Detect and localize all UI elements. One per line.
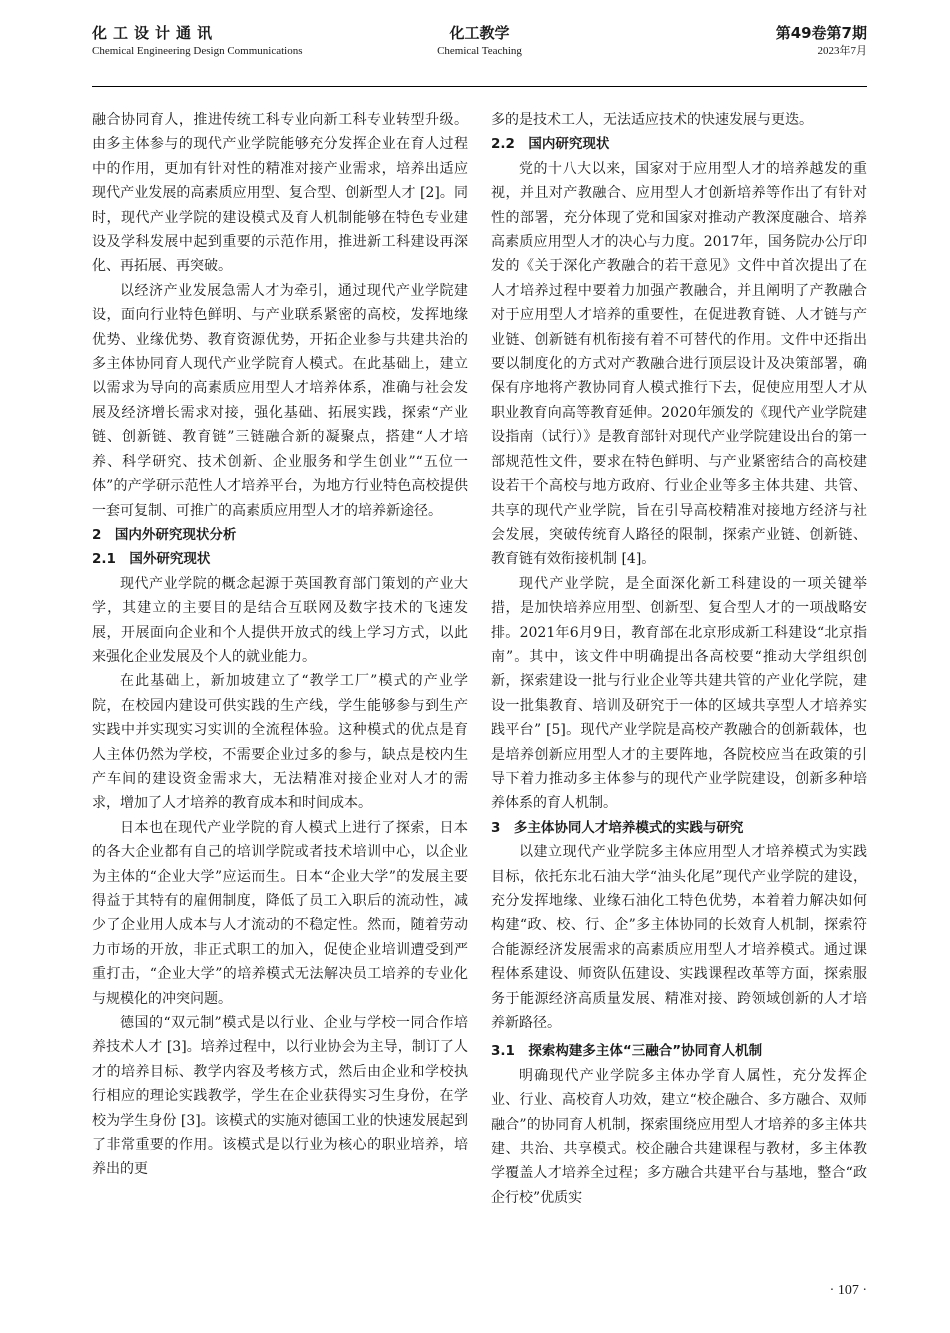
subsection-heading-3-1: 3.1 探索构建多主体“三融合”协同育人机制 <box>491 1043 763 1060</box>
paragraph: 日本也在现代产业学院的育人模式上进行了探索，日本的各大企业都有自己的培训学院或者技术培训中心，以企业为主体的“企业大学”应运而生。日本“企业大学”的发展主要得益于其特有的雇佣制度，降低了员工入职后的流动性，减少了企业用人成本与人才流动的不稳定性。然而，随着劳动力市场的开放，非正式职工的加入，促使企业培训遭受到严重打击，“企业大学”的培养模式无法解决员工培养的专业化与规模化的冲突问题。 <box>92 819 468 1007</box>
section-title-en: Chemical Teaching <box>437 45 522 57</box>
journal-title-en: Chemical Engineering Design Communications <box>92 45 303 57</box>
volume-issue: 第49卷第7期 <box>775 24 867 42</box>
section-heading-3: 3 多主体协同人才培养模式的实践与研究 <box>491 819 744 836</box>
paragraph: 党的十八大以来，国家对于应用型人才的培养越发的重视，并且对产教融合、应用型人才创新培养等作出了有针对性的部署，充分体现了党和国家对推动产教深度融合、培养高素质应用型人才的决心与力度。2017年，国务院办公厅印发的《关于深化产教融合的若干意见》文件中首次提出了在人才培养过程中要着力加强产教融合，并且阐明了产教融合对于应用型人才培养的重要性，在促进教育链、人才链与产业链、创新链有机衔接有着不可替代的作用。文件中还指出要以制度化的方式对产教融合进行顶层设计及决策部署，确保有序地将产教协同育人模式推行下去，促使应用型人才从职业教育向高等教育延伸。2020年颁发的《现代产业学院建设指南（试行）》是教育部针对现代产业学院建设出台的第一部规范性文件，要求在特色鲜明、与产业紧密结合的高校建设若干个高校与地方政府、行业企业等多主体共建、共管、共享的现代产业学院，旨在引导高校精准对接地方经济与社会发展，突破传统育人路径的限制，探索产业链、创新链、教育链有效衔接机制 [4]。 <box>491 160 867 568</box>
section-title-cn: 化工教学 <box>449 24 510 42</box>
paragraph: 融合协同育人，推进传统工科专业向新工科专业转型升级。由多主体参与的现代产业学院能够充分发挥企业在育人过程中的作用，更加有针对性的精准对接产业需求，培养出适应现代产业发展的高素质应用型、复合型、创新型人才 [2]。同时，现代产业学院的建设模式及育人机制能够在特色专业建设及学科发展中起到重要的示范作用，推进新工科建设再深化、再拓展、再突破。 <box>92 112 468 275</box>
issue-info <box>776 22 867 58</box>
issue-date: 2023年7月 <box>817 45 867 57</box>
page-header <box>92 18 867 90</box>
journal-title-cn: 化工设计通讯 <box>92 24 219 42</box>
paragraph: 现代产业学院，是全面深化新工科建设的一项关键举措，是加快培养应用型、创新型、复合型人才的一项战略安排。2021年6月9日，教育部在北京形成新工科建设“北京指南”。其中，该文件中明确提出各高校要“推动大学组织创新，探索建设一批与行业企业等共建共管的产业化学院，建设一批集教育、培训及研究于一体的区域共享型人才培养实践平台” [5]。现代产业学院是高校产教融合的创新载体，也是培养创新应用型人才的主要阵地，各院校应当在政策的引导下着力推动多主体参与的现代产业学院建设，创新多种培养体系的育人机制。 <box>491 575 867 812</box>
subsection-heading-2-1: 2.1 国外研究现状 <box>92 551 211 568</box>
paragraph: 在此基础上，新加坡建立了“教学工厂”模式的产业学院，在校园内建设可供实践的生产线，学生能够参与到生产实践中并实现实习实训的全流程体验。这种模式的优点是育人主体仍然为学校，不需要企业过多的参与，缺点是校内生产车间的建设资金需求大，无法精准对接企业对人才的需求，增加了人才培养的教育成本和时间成本。 <box>92 673 468 812</box>
paragraph: 以经济产业发展急需人才为牵引，通过现代产业学院建设，面向行业特色鲜明、与产业联系紧密的高校，发挥地缘优势、业缘优势、教育资源优势，开拓企业参与共建共治的多主体协同育人现代产业学院育人模式。在此基础上，建立以需求为导向的高素质应用型人才培养体系，准确与社会发展及经济增长需求对接，强化基础、拓展实践，探索“产业链、创新链、教育链”三链融合新的凝聚点，搭建“人才培养、科学研究、技术创新、企业服务和学生创业”“五位一体”的产学研示范性人才培养平台，为地方行业特色高校提供一套可复制、可推广的高素质应用型人才的培养新途径。 <box>92 282 468 519</box>
paragraph: 德国的“双元制”模式是以行业、企业与学校一同合作培养技术人才 [3]。培养过程中，以行业协会为主导，制订了人才的培养目标、教学内容及考核方式，然后由企业和学校执行相应的理论实践教学，学生在企业获得实习生身份，在学校为学生身份 [3]。该模式的实施对德国工业的快速发展起到了非常重要的作用。该模式是以行业为核心的职业培养，培养出的更 <box>92 1015 468 1178</box>
header-rule <box>92 86 867 87</box>
paragraph: 现代产业学院的概念起源于英国教育部门策划的产业大学，其建立的主要目的是结合互联网及数字技术的飞速发展，开展面向企业和个人提供开放式的线上学习方式，以此来强化企业发展及个人的就业能力。 <box>92 575 468 665</box>
paragraph: 明确现代产业学院多主体办学育人属性，充分发挥企业、行业、高校育人功效，建立“校企融合、多方融合、双师融合”的协同育人机制，探索围绕应用型人才培养的多主体共建、共治、共享模式。校企融合共建课程与教材，多主体教学覆盖人才培养全过程；多方融合共建平台与基地，整合“政企行校”优质实 <box>491 1067 867 1206</box>
page-number: · 107 · <box>829 1283 867 1298</box>
paragraph: 多的是技术工人，无法适应技术的快速发展与更迭。 <box>491 112 813 128</box>
left-column <box>92 108 468 1182</box>
right-column <box>491 108 867 1210</box>
section-heading-2: 2 国内外研究现状分析 <box>92 526 237 543</box>
section-title <box>92 22 867 58</box>
subsection-heading-2-2: 2.2 国内研究现状 <box>491 136 610 153</box>
paragraph: 以建立现代产业学院多主体应用型人才培养模式为实践目标，依托东北石油大学“油头化尾”现代产业学院的建设，充分发挥地缘、业缘石油化工特色优势，本着着力解决如何构建“政、校、行、企”多主体协同的长效育人机制，探索符合能源经济发展需求的高素质应用型人才培养模式。通过课程体系建设、师资队伍建设、实践课程改革等方面，探索服务于能源经济高质量发展、精准对接、跨领域创新的人才培养新路径。 <box>491 844 867 1032</box>
